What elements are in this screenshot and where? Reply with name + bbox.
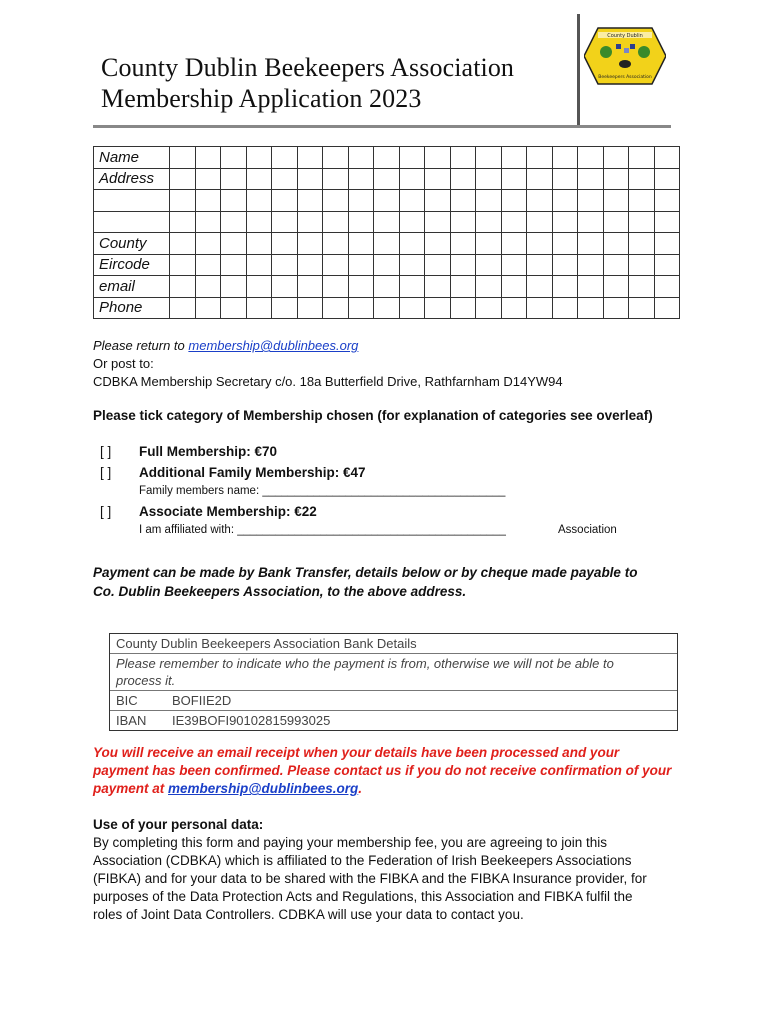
grid-input-cell[interactable] [629, 168, 655, 190]
grid-input-cell[interactable] [552, 190, 578, 212]
bic-row [110, 691, 677, 711]
grid-input-cell[interactable] [527, 297, 553, 319]
family-membership-checkbox[interactable]: [ ] [100, 465, 112, 480]
grid-input-cell[interactable] [246, 297, 272, 319]
category-heading: Please tick category of Membership chosen (for explanation of categories see overleaf) [93, 408, 653, 423]
grid-input-cell[interactable] [348, 211, 374, 233]
grid-input-cell[interactable] [348, 147, 374, 169]
grid-input-cell[interactable] [272, 276, 298, 298]
grid-input-cell[interactable] [170, 276, 196, 298]
grid-input-cell[interactable] [552, 211, 578, 233]
grid-input-cell[interactable] [170, 297, 196, 319]
grid-input-cell[interactable] [221, 276, 247, 298]
grid-input-cell[interactable] [170, 233, 196, 255]
grid-input-cell[interactable] [272, 190, 298, 212]
grid-input-cell[interactable] [552, 147, 578, 169]
bank-details-box [109, 633, 678, 731]
grid-input-cell[interactable] [195, 276, 221, 298]
grid-input-cell[interactable] [399, 233, 425, 255]
grid-input-cell[interactable] [578, 168, 604, 190]
grid-input-cell[interactable] [297, 276, 323, 298]
grid-input-cell[interactable] [501, 168, 527, 190]
family-membership-option[interactable] [100, 463, 111, 483]
bank-note-line-1: Please remember to indicate who the payment is from, otherwise we will not be able to [116, 656, 614, 671]
affiliated-suffix: Association [558, 524, 617, 536]
grid-input-cell[interactable] [603, 233, 629, 255]
iban-label: IBAN [116, 713, 147, 728]
grid-input-cell[interactable] [629, 254, 655, 276]
grid-input-cell[interactable] [425, 190, 451, 212]
bic-value: BOFIIE2D [172, 693, 232, 708]
grid-input-cell[interactable] [323, 190, 349, 212]
grid-input-cell[interactable] [297, 168, 323, 190]
grid-input-cell[interactable] [450, 254, 476, 276]
full-membership-label: Full Membership: €70 [139, 444, 278, 459]
grid-input-cell[interactable] [654, 147, 680, 169]
grid-input-cell[interactable] [272, 297, 298, 319]
receipt-notice [93, 744, 671, 798]
grid-input-cell[interactable] [527, 168, 553, 190]
receipt-line-3-suffix: . [358, 781, 362, 796]
grid-row-label: Name [94, 147, 170, 169]
grid-input-cell[interactable] [246, 211, 272, 233]
grid-row-label: email [94, 276, 170, 298]
member-details-grid [93, 146, 680, 319]
grid-input-cell[interactable] [501, 233, 527, 255]
grid-input-cell[interactable] [272, 211, 298, 233]
personal-data-heading: Use of your personal data: [93, 817, 264, 832]
grid-input-cell[interactable] [399, 276, 425, 298]
grid-input-cell[interactable] [501, 297, 527, 319]
grid-input-cell[interactable] [323, 297, 349, 319]
grid-input-cell[interactable] [578, 297, 604, 319]
grid-input-cell[interactable] [399, 297, 425, 319]
grid-input-cell[interactable] [552, 233, 578, 255]
grid-input-cell[interactable] [348, 233, 374, 255]
grid-input-cell[interactable] [552, 168, 578, 190]
grid-input-cell[interactable] [450, 276, 476, 298]
receipt-line-3-prefix: payment at [93, 781, 169, 796]
grid-row [94, 233, 680, 255]
grid-input-cell[interactable] [272, 254, 298, 276]
grid-input-cell[interactable] [221, 211, 247, 233]
iban-row [110, 711, 677, 730]
grid-input-cell[interactable] [476, 147, 502, 169]
grid-input-cell[interactable] [221, 254, 247, 276]
grid-input-cell[interactable] [527, 211, 553, 233]
grid-input-cell[interactable] [399, 211, 425, 233]
logo-text-top: County Dublin [607, 33, 643, 39]
grid-input-cell[interactable] [399, 254, 425, 276]
grid-row [94, 254, 680, 276]
personal-data-line: By completing this form and paying your membership fee, you are agreeing to join this [93, 835, 608, 850]
grid-input-cell[interactable] [399, 190, 425, 212]
grid-input-cell[interactable] [501, 254, 527, 276]
grid-input-cell[interactable] [297, 254, 323, 276]
grid-input-cell[interactable] [578, 211, 604, 233]
grid-input-cell[interactable] [425, 254, 451, 276]
receipt-line-1: You will receive an email receipt when your details have been processed and your [93, 745, 620, 760]
family-membership-label: Additional Family Membership: €47 [139, 465, 366, 480]
grid-input-cell[interactable] [476, 276, 502, 298]
grid-input-cell[interactable] [246, 276, 272, 298]
grid-input-cell[interactable] [527, 147, 553, 169]
grid-input-cell[interactable] [348, 168, 374, 190]
grid-input-cell[interactable] [425, 297, 451, 319]
grid-input-cell[interactable] [323, 276, 349, 298]
grid-input-cell[interactable] [552, 276, 578, 298]
grid-input-cell[interactable] [501, 276, 527, 298]
grid-input-cell[interactable] [348, 190, 374, 212]
grid-input-cell[interactable] [476, 211, 502, 233]
grid-input-cell[interactable] [246, 254, 272, 276]
grid-input-cell[interactable] [221, 190, 247, 212]
bic-label: BIC [116, 693, 138, 708]
payment-instructions [93, 563, 637, 601]
grid-input-cell[interactable] [527, 276, 553, 298]
grid-input-cell[interactable] [399, 168, 425, 190]
grid-input-cell[interactable] [297, 147, 323, 169]
bank-details-title: County Dublin Beekeepers Association Bank Details [110, 634, 677, 654]
return-instructions [93, 337, 563, 391]
grid-row-label: Eircode [94, 254, 170, 276]
grid-input-cell[interactable] [425, 233, 451, 255]
grid-input-cell[interactable] [578, 147, 604, 169]
grid-row [94, 297, 680, 319]
grid-input-cell[interactable] [195, 147, 221, 169]
grid-input-cell[interactable] [450, 190, 476, 212]
grid-input-cell[interactable] [272, 168, 298, 190]
full-membership-checkbox[interactable]: [ ] [100, 444, 112, 459]
grid-input-cell[interactable] [578, 190, 604, 212]
grid-input-cell[interactable] [603, 297, 629, 319]
personal-data-line: roles of Joint Data Controllers. CDBKA will use your data to contact you. [93, 907, 524, 922]
grid-input-cell[interactable] [195, 297, 221, 319]
grid-input-cell[interactable] [374, 254, 400, 276]
grid-input-cell[interactable] [221, 297, 247, 319]
grid-input-cell[interactable] [348, 254, 374, 276]
grid-input-cell[interactable] [450, 168, 476, 190]
grid-input-cell[interactable] [578, 276, 604, 298]
title-line-1: County Dublin Beekeepers Association [101, 53, 515, 82]
grid-input-cell[interactable] [450, 297, 476, 319]
grid-input-cell[interactable] [476, 168, 502, 190]
postal-address: CDBKA Membership Secretary c/o. 18a Butterfield Drive, Rathfarnham D14YW94 [93, 374, 563, 389]
grid-input-cell[interactable] [374, 190, 400, 212]
grid-input-cell[interactable] [297, 190, 323, 212]
personal-data-line: Association (CDBKA) which is affiliated to the Federation of Irish Beekeepers Associations [93, 853, 632, 868]
membership-email-link[interactable]: membership@dublinbees.org [188, 338, 359, 353]
family-members-name-field[interactable]: Family members name: ______________________________________ [139, 485, 506, 497]
grid-input-cell[interactable] [374, 147, 400, 169]
grid-input-cell[interactable] [170, 147, 196, 169]
grid-input-cell[interactable] [603, 190, 629, 212]
grid-input-cell[interactable] [476, 297, 502, 319]
bank-details-note [110, 654, 677, 691]
grid-input-cell[interactable] [170, 168, 196, 190]
page-title [101, 52, 514, 114]
grid-input-cell[interactable] [195, 233, 221, 255]
grid-input-cell[interactable] [272, 147, 298, 169]
grid-input-cell[interactable] [527, 233, 553, 255]
grid-input-cell[interactable] [399, 147, 425, 169]
grid-input-cell[interactable] [195, 168, 221, 190]
grid-input-cell[interactable] [221, 233, 247, 255]
grid-input-cell[interactable] [501, 211, 527, 233]
associate-membership-label: Associate Membership: €22 [139, 504, 317, 519]
grid-input-cell[interactable] [629, 211, 655, 233]
grid-input-cell[interactable] [527, 190, 553, 212]
grid-input-cell[interactable] [603, 168, 629, 190]
grid-input-cell[interactable] [272, 233, 298, 255]
grid-input-cell[interactable] [425, 276, 451, 298]
grid-input-cell[interactable] [297, 233, 323, 255]
personal-data-section [93, 816, 647, 924]
grid-input-cell[interactable] [246, 233, 272, 255]
payment-line-1: Payment can be made by Bank Transfer, details below or by cheque made payable to [93, 565, 638, 580]
grid-input-cell[interactable] [374, 297, 400, 319]
grid-input-cell[interactable] [476, 233, 502, 255]
grid-input-cell[interactable] [425, 168, 451, 190]
association-logo [584, 26, 666, 86]
grid-input-cell[interactable] [323, 233, 349, 255]
grid-input-cell[interactable] [323, 147, 349, 169]
grid-input-cell[interactable] [654, 211, 680, 233]
grid-input-cell[interactable] [501, 147, 527, 169]
grid-input-cell[interactable] [374, 211, 400, 233]
grid-input-cell[interactable] [450, 211, 476, 233]
grid-input-cell[interactable] [654, 168, 680, 190]
grid-input-cell[interactable] [603, 211, 629, 233]
grid-input-cell[interactable] [374, 168, 400, 190]
grid-row-label: Address [94, 168, 170, 190]
grid-row [94, 211, 680, 233]
grid-input-cell[interactable] [195, 190, 221, 212]
full-membership-option[interactable] [100, 442, 111, 462]
grid-input-cell[interactable] [450, 233, 476, 255]
grid-input-cell[interactable] [374, 233, 400, 255]
title-line-2: Membership Application 2023 [101, 84, 422, 113]
header-divider-horizontal [93, 125, 671, 128]
grid-input-cell[interactable] [476, 254, 502, 276]
grid-input-cell[interactable] [170, 190, 196, 212]
grid-row [94, 276, 680, 298]
receipt-line-2: payment has been confirmed. Please contact us if you do not receive confirmation of your [93, 763, 672, 778]
grid-input-cell[interactable] [629, 233, 655, 255]
grid-input-cell[interactable] [552, 254, 578, 276]
return-prefix: Please return to [93, 338, 189, 353]
grid-input-cell[interactable] [654, 297, 680, 319]
grid-input-cell[interactable] [221, 168, 247, 190]
affiliated-with-field[interactable]: I am affiliated with: __________________________________________ [139, 524, 506, 536]
grid-input-cell[interactable] [170, 254, 196, 276]
grid-row [94, 168, 680, 190]
grid-input-cell[interactable] [195, 211, 221, 233]
grid-input-cell[interactable] [348, 276, 374, 298]
grid-input-cell[interactable] [603, 276, 629, 298]
personal-data-line: (FIBKA) and for your data to be shared with the FIBKA and the FIBKA Insurance provider, for [93, 871, 647, 886]
payment-line-2: Co. Dublin Beekeepers Association, to the above address. [93, 584, 467, 599]
iban-value: IE39BOFI90102815993025 [172, 713, 331, 728]
grid-input-cell[interactable] [246, 147, 272, 169]
grid-input-cell[interactable] [297, 297, 323, 319]
grid-input-cell[interactable] [552, 297, 578, 319]
grid-input-cell[interactable] [501, 190, 527, 212]
receipt-email-link[interactable]: membership@dublinbees.org [168, 781, 359, 796]
grid-input-cell[interactable] [629, 276, 655, 298]
grid-row-label [94, 211, 170, 233]
grid-input-cell[interactable] [170, 211, 196, 233]
grid-input-cell[interactable] [348, 297, 374, 319]
grid-input-cell[interactable] [425, 211, 451, 233]
grid-input-cell[interactable] [654, 276, 680, 298]
grid-input-cell[interactable] [425, 147, 451, 169]
or-post-label: Or post to: [93, 356, 154, 371]
grid-row-label: County [94, 233, 170, 255]
grid-input-cell[interactable] [603, 147, 629, 169]
grid-input-cell[interactable] [246, 168, 272, 190]
associate-membership-checkbox[interactable]: [ ] [100, 504, 112, 519]
grid-input-cell[interactable] [374, 276, 400, 298]
grid-input-cell[interactable] [450, 147, 476, 169]
grid-input-cell[interactable] [195, 254, 221, 276]
grid-input-cell[interactable] [578, 233, 604, 255]
grid-input-cell[interactable] [629, 147, 655, 169]
grid-input-cell[interactable] [578, 254, 604, 276]
grid-input-cell[interactable] [654, 254, 680, 276]
grid-input-cell[interactable] [603, 254, 629, 276]
associate-membership-option[interactable] [100, 502, 111, 522]
grid-input-cell[interactable] [654, 190, 680, 212]
bank-note-line-2: process it. [116, 673, 176, 688]
grid-input-cell[interactable] [476, 190, 502, 212]
grid-input-cell[interactable] [221, 147, 247, 169]
grid-input-cell[interactable] [629, 190, 655, 212]
personal-data-line: purposes of the Data Protection Acts and Regulations, this Association and FIBKA fulfil the [93, 889, 633, 904]
grid-input-cell[interactable] [654, 233, 680, 255]
header-divider-vertical [577, 14, 580, 127]
grid-input-cell[interactable] [323, 211, 349, 233]
grid-row [94, 190, 680, 212]
grid-input-cell[interactable] [323, 254, 349, 276]
grid-input-cell[interactable] [323, 168, 349, 190]
grid-input-cell[interactable] [629, 297, 655, 319]
grid-input-cell[interactable] [297, 211, 323, 233]
grid-row [94, 147, 680, 169]
grid-input-cell[interactable] [246, 190, 272, 212]
grid-input-cell[interactable] [527, 254, 553, 276]
grid-row-label: Phone [94, 297, 170, 319]
logo-text-bottom: Beekeepers Association [598, 75, 652, 80]
grid-row-label [94, 190, 170, 212]
